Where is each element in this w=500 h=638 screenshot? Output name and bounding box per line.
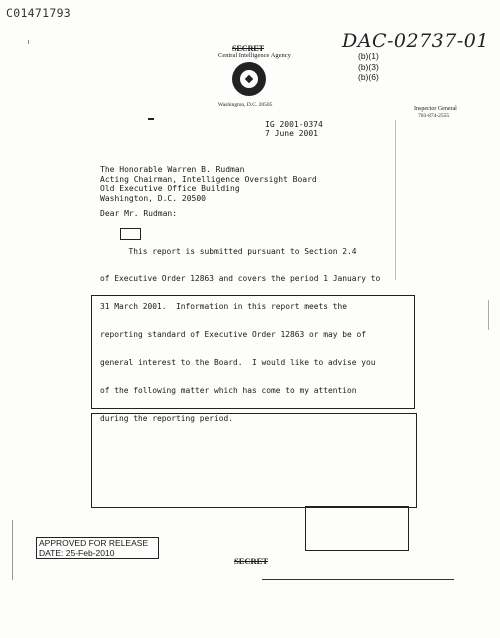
addressee-line: Washington, D.C. 20500 xyxy=(100,193,206,203)
classification-marking-bottom: SECRET xyxy=(234,556,269,566)
office-phone: 703-874-2555 xyxy=(418,113,450,119)
addressee-line: Acting Chairman, Intelligence Oversight Board xyxy=(100,174,317,184)
scan-speck xyxy=(28,40,29,44)
addressee-block xyxy=(100,165,317,203)
exemption-codes xyxy=(358,51,379,83)
salutation: Dear Mr. Rudman: xyxy=(100,209,178,218)
body-line: 31 March 2001. Information in this report meets the xyxy=(100,302,348,312)
classification-marking-top: SECRET xyxy=(232,44,265,53)
reference-date: 7 June 2001 xyxy=(265,129,318,138)
document-id: C01471793 xyxy=(6,6,72,20)
exemption-code: (b)(1) xyxy=(358,51,379,61)
agency-address: Washington, D.C. 20505 xyxy=(218,102,273,108)
scan-edge-line xyxy=(12,520,13,580)
scan-edge-line xyxy=(395,120,396,280)
release-stamp-line: DATE: 25-Feb-2010 xyxy=(39,548,115,558)
office-title: Inspector General xyxy=(414,106,457,112)
redaction-box xyxy=(91,295,415,409)
addressee-line: The Honorable Warren B. Rudman xyxy=(100,165,245,174)
body-line: This report is submitted pursuant to Section 2.4 xyxy=(100,246,357,256)
margin-mark xyxy=(148,118,154,120)
addressee-line: Old Executive Office Building xyxy=(100,184,240,194)
redaction-box xyxy=(91,413,417,508)
agency-name: Central Intelligence Agency xyxy=(218,52,291,59)
body-line: reporting standard of Executive Order 12863 or may be of xyxy=(100,330,367,340)
body-line: during the reporting period. xyxy=(100,413,234,423)
exemption-code: (b)(6) xyxy=(358,72,379,82)
scan-speck xyxy=(488,300,489,330)
body-line: of Executive Order 12863 and covers the period 1 January to xyxy=(100,274,381,284)
handwritten-case-number: DAC-02737-01 xyxy=(342,30,489,52)
body-line: of the following matter which has come to my attention xyxy=(100,386,357,396)
body-line: general interest to the Board. I would like to advise you xyxy=(100,358,376,368)
bottom-rule xyxy=(262,579,454,580)
reference-number: IG 2001-0374 xyxy=(265,120,323,129)
agency-seal-icon xyxy=(232,62,266,96)
release-stamp-line: APPROVED FOR RELEASE xyxy=(39,538,149,548)
redaction-box xyxy=(305,506,409,551)
reference-block xyxy=(265,120,323,138)
release-stamp xyxy=(36,537,159,559)
exemption-code: (b)(3) xyxy=(358,61,379,72)
